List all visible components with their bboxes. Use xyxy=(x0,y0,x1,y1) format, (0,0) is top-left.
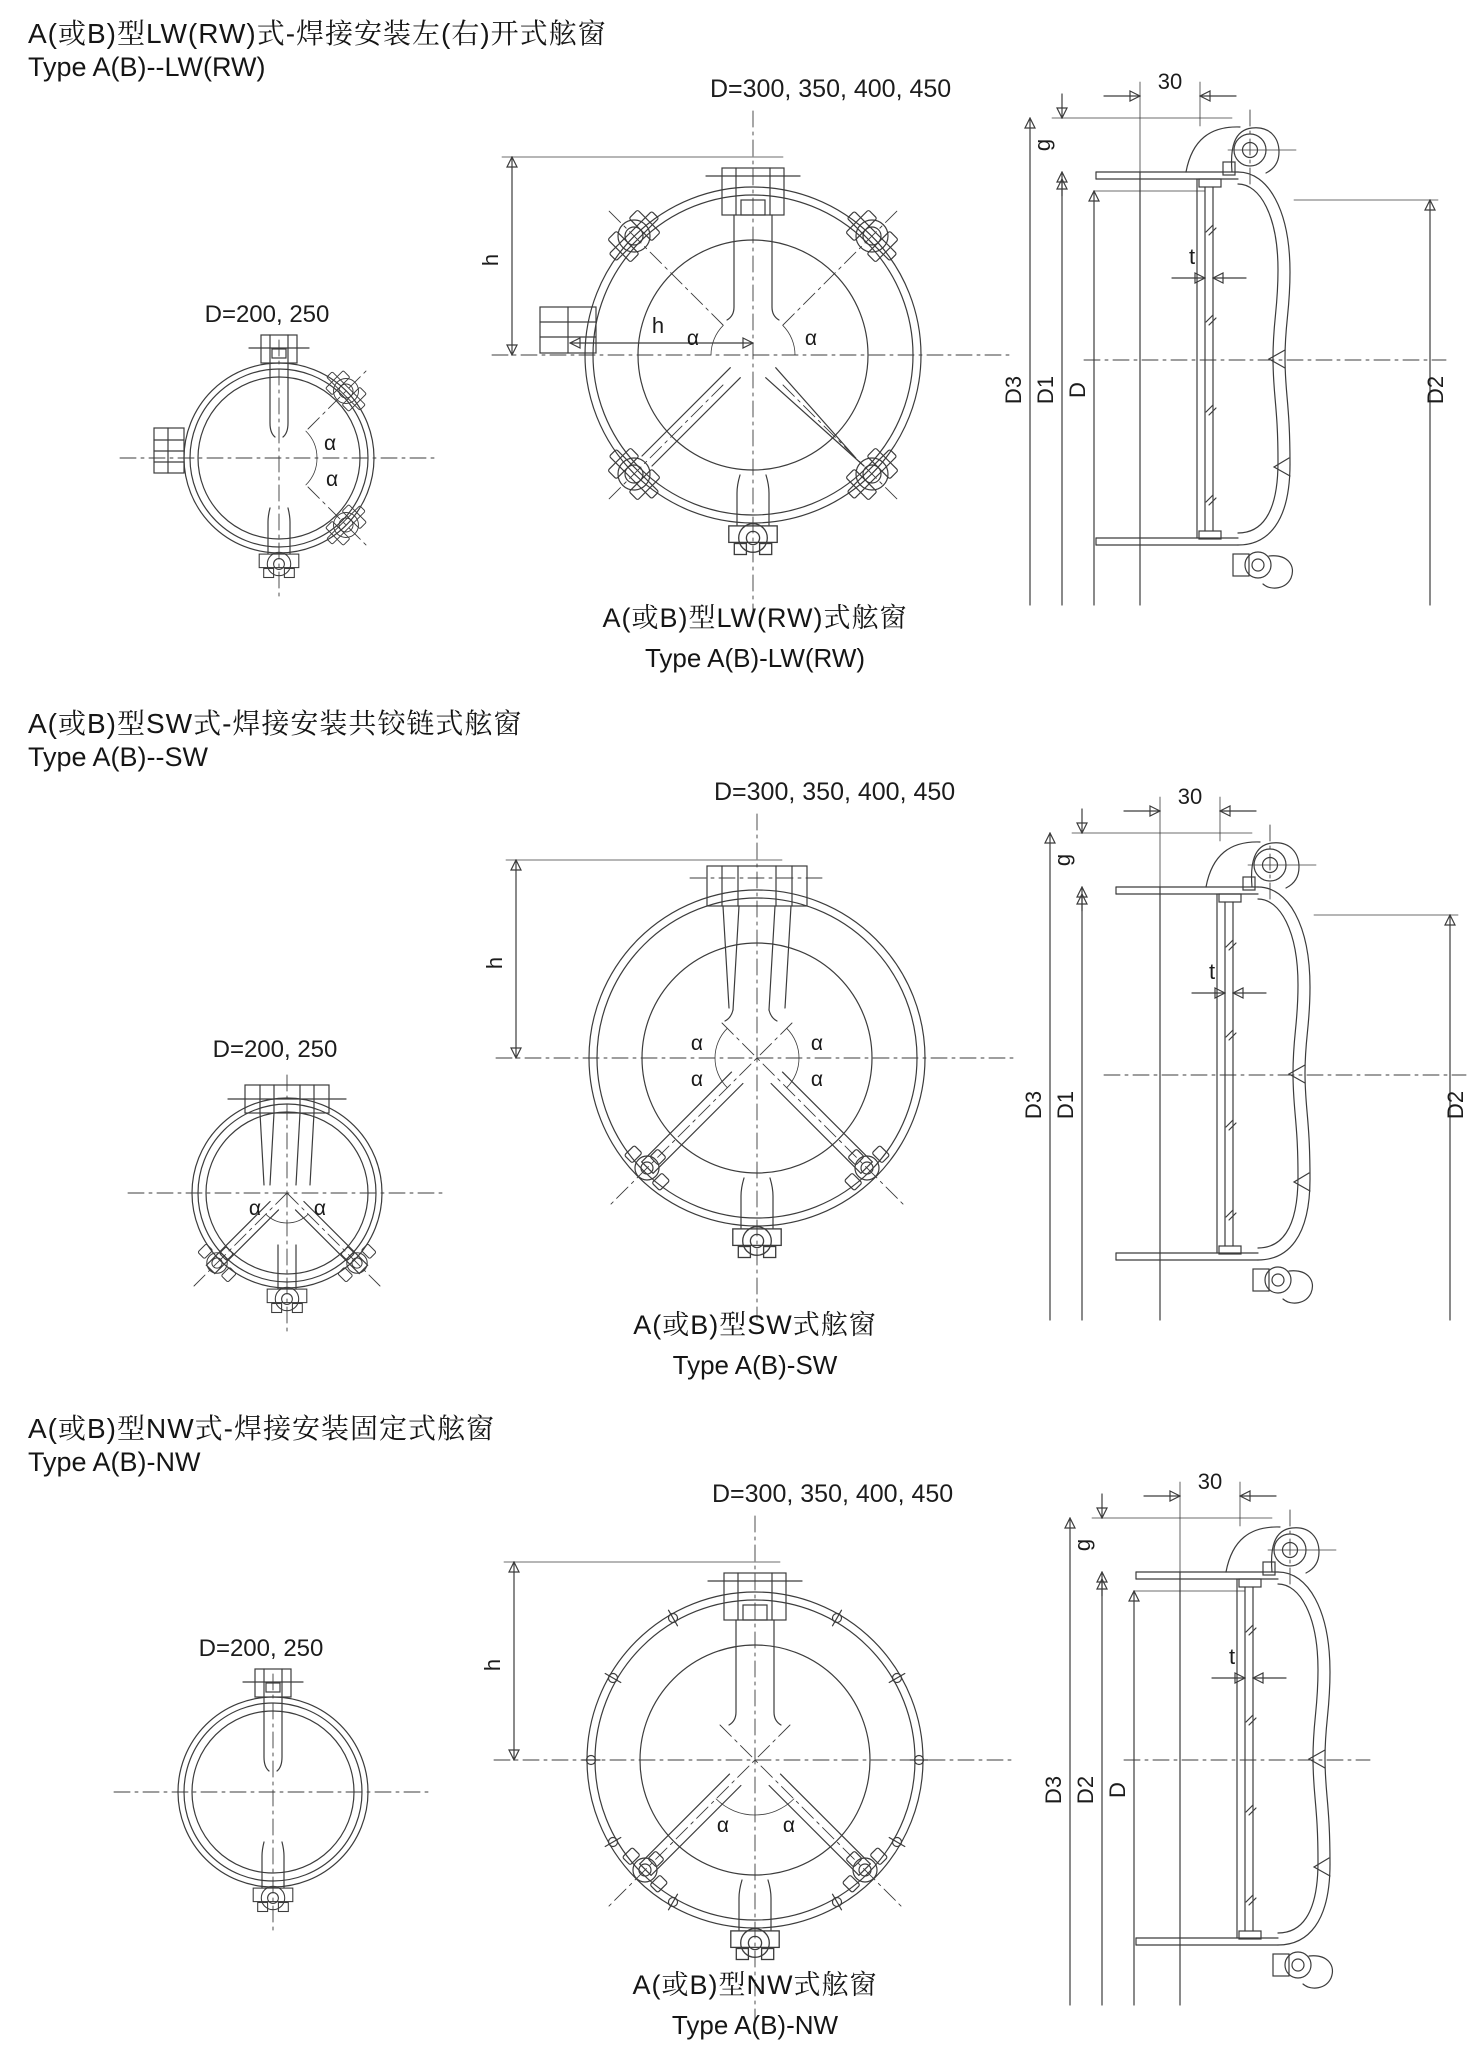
dim-g xyxy=(1050,809,1252,911)
frame-structure xyxy=(1136,1572,1278,2005)
alpha-label: α xyxy=(810,1032,824,1055)
large-porthole-view-sw xyxy=(482,778,1027,1326)
section-title-zh: A(或B)型NW式-焊接安装固定式舷窗 xyxy=(28,1413,495,1444)
side-section-view-sw xyxy=(1020,775,1473,1335)
alpha-label: α xyxy=(313,1197,327,1220)
caption-zh: A(或B)型SW式舷窗 xyxy=(633,1310,877,1340)
alpha-arc-left xyxy=(716,1799,755,1815)
radial-dl xyxy=(608,1725,790,1907)
dim-label-g: g xyxy=(1030,138,1055,152)
cover-plate xyxy=(1258,887,1310,1260)
section-title-en: Type A(B)--LW(RW) xyxy=(28,52,266,82)
dim-d1 xyxy=(1033,179,1062,605)
side-section-view-lw xyxy=(1000,60,1460,620)
dim-label-d2: D2 xyxy=(1443,1090,1468,1120)
alpha-label: α xyxy=(690,1032,704,1055)
dim-d2 xyxy=(1314,915,1468,1320)
dim-d xyxy=(1105,1591,1245,2005)
alpha-arc-right xyxy=(755,1799,794,1815)
radial-dr xyxy=(720,1725,902,1907)
radial-dr xyxy=(783,385,898,500)
dim-d2 xyxy=(1073,1579,1102,2005)
radial-ur xyxy=(783,210,898,325)
dim-30 xyxy=(1124,784,1256,887)
alpha-label: α xyxy=(804,327,818,350)
glass-pane xyxy=(1205,187,1216,531)
caption-en: Type A(B)-NW xyxy=(671,2010,839,2040)
small-porthole-view-nw xyxy=(106,1632,440,1944)
large-porthole-view-lw xyxy=(478,75,1023,623)
dim-label-h: h xyxy=(482,956,507,970)
section-title-zh: A(或B)型SW式-焊接安装共铰链式舷窗 xyxy=(28,708,523,739)
section-title-zh: A(或B)型LW(RW)式-焊接安装左(右)开式舷窗 xyxy=(28,18,607,49)
dim-30 xyxy=(1144,1469,1276,1572)
dim-label-g: g xyxy=(1050,853,1075,867)
dim-label-30: 30 xyxy=(1157,69,1183,94)
wing-bolt-left xyxy=(621,1135,680,1194)
dim-label-d2: D2 xyxy=(1423,375,1448,405)
dim-label-h: h xyxy=(478,253,503,267)
alpha-arc-right xyxy=(783,325,795,355)
alpha-label: α xyxy=(324,432,337,455)
radial-dl xyxy=(608,385,723,500)
dim-label-30: 30 xyxy=(1197,1469,1223,1494)
dim-label-d3: D3 xyxy=(1021,1090,1046,1120)
dim-label-t: t xyxy=(1188,244,1196,269)
dim-label-t: t xyxy=(1228,1644,1236,1669)
dim-label-d1: D1 xyxy=(1053,1090,1078,1120)
dim-label-t: t xyxy=(1208,959,1216,984)
radial-dl xyxy=(194,1193,287,1286)
dim-30 xyxy=(1104,69,1236,172)
figure-caption xyxy=(455,1303,1055,1381)
dim-g xyxy=(1070,1494,1272,1596)
hinge-tab xyxy=(243,1669,303,1697)
dim-label-d3: D3 xyxy=(1001,375,1026,405)
diameter-label-small: D=200, 250 xyxy=(204,301,330,328)
dim-label-h: h xyxy=(480,1658,505,1672)
caption-zh: A(或B)型NW式舷窗 xyxy=(632,1970,878,2000)
dim-d3 xyxy=(1021,833,1050,1320)
alpha-arc-lower xyxy=(306,458,317,485)
diameter-label-large: D=300, 350, 400, 450 xyxy=(714,778,956,806)
large-porthole-view-nw xyxy=(480,1480,1025,2028)
hinge-tab xyxy=(249,335,309,363)
dim-t xyxy=(1212,1644,1286,1678)
dim-d2 xyxy=(1294,200,1448,605)
hinge-lug xyxy=(1226,1510,1336,1586)
side-lug-block xyxy=(540,307,596,353)
dim-t xyxy=(1192,959,1266,993)
side-lug-block xyxy=(154,428,184,473)
h-dimension-vertical xyxy=(478,157,783,355)
radial-dr xyxy=(287,1193,380,1286)
figure-caption xyxy=(455,596,1055,674)
dim-d3 xyxy=(1041,1518,1070,2005)
dim-label-d3: D3 xyxy=(1041,1775,1066,1805)
glass-pane xyxy=(1245,1587,1256,1931)
alpha-label: α xyxy=(248,1197,262,1220)
cover-plate xyxy=(1238,172,1290,545)
alpha-arc-left xyxy=(711,325,723,355)
glass-pane xyxy=(1225,902,1236,1246)
dim-d3 xyxy=(1001,118,1030,605)
section-title-en: Type A(B)-NW xyxy=(28,1447,201,1477)
dim-d1 xyxy=(1053,894,1082,1320)
alpha-label: α xyxy=(686,327,700,350)
radial-ul xyxy=(608,210,723,325)
caption-en: Type A(B)-LW(RW) xyxy=(644,643,866,673)
diameter-label-small: D=200, 250 xyxy=(198,1635,324,1662)
alpha-label: α xyxy=(810,1068,824,1091)
dim-d xyxy=(1065,191,1205,605)
dim-label-d: D xyxy=(1105,1782,1130,1798)
wing-bolt-left xyxy=(619,1837,678,1896)
alpha-arc-upper xyxy=(306,431,317,458)
small-porthole-view-sw xyxy=(120,1033,454,1345)
dim-g xyxy=(1030,94,1232,196)
cover-plate xyxy=(1278,1572,1330,1945)
bottom-hook xyxy=(1253,1267,1312,1303)
alpha-arc-ul xyxy=(715,1028,727,1058)
diameter-label-small: D=200, 250 xyxy=(212,1036,338,1063)
bottom-hook xyxy=(1233,552,1292,588)
hinge-lug xyxy=(1186,110,1296,186)
dim-label-d2: D2 xyxy=(1073,1775,1098,1805)
caption-zh: A(或B)型LW(RW)式舷窗 xyxy=(602,603,908,633)
side-section-view-nw xyxy=(1040,1460,1473,2020)
figure-caption xyxy=(455,1963,1055,2041)
alpha-label: α xyxy=(326,468,339,491)
dim-t xyxy=(1172,244,1246,278)
alpha-arc-ur xyxy=(787,1028,799,1058)
wing-bolt-right xyxy=(832,1837,891,1896)
wing-bolt-right xyxy=(834,1135,893,1194)
dim-label-h2: h xyxy=(651,313,665,338)
dim-label-d1: D1 xyxy=(1033,375,1058,405)
caption-en: Type A(B)-SW xyxy=(672,1350,838,1380)
section-lw xyxy=(0,0,1473,690)
section-nw xyxy=(0,1395,1473,2067)
frame-structure xyxy=(1096,172,1238,605)
alpha-label: α xyxy=(716,1814,730,1837)
bottom-hook xyxy=(1273,1952,1332,1988)
small-porthole-view-lw xyxy=(112,298,446,610)
hinge-lug xyxy=(1206,825,1316,901)
alpha-label: α xyxy=(782,1814,796,1837)
section-sw xyxy=(0,690,1473,1395)
alpha-label: α xyxy=(690,1068,704,1091)
section-title-en: Type A(B)--SW xyxy=(28,742,209,772)
diameter-label-large: D=300, 350, 400, 450 xyxy=(710,75,952,103)
dim-label-d: D xyxy=(1065,382,1090,398)
dim-label-g: g xyxy=(1070,1538,1095,1552)
diameter-label-large: D=300, 350, 400, 450 xyxy=(712,1480,954,1508)
dim-label-30: 30 xyxy=(1177,784,1203,809)
frame-structure xyxy=(1116,887,1258,1320)
